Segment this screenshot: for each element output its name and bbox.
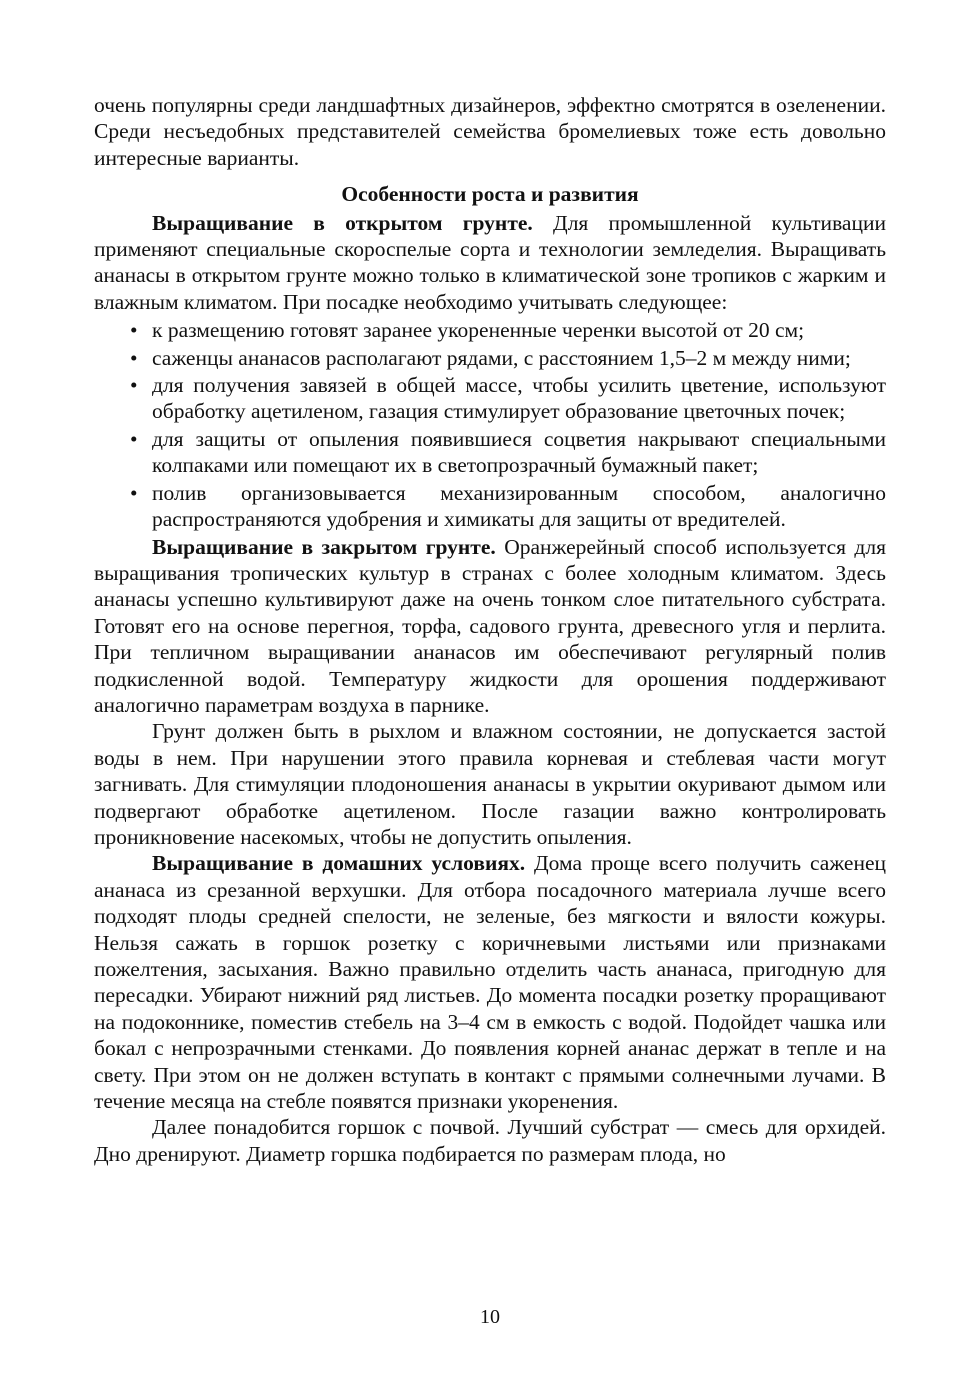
bullet-icon: • <box>130 373 138 398</box>
open-ground-list <box>94 317 886 532</box>
bullet-icon: • <box>130 480 138 505</box>
home-growing-text: Дома проще всего получить саженец ананаса из срезанной верхушки. Для отбора посадочного материала лучше всего подходят плоды средней спелости, не зеленые, без мягкости и вялости кожуры. Нельзя сажать в горшок розетку с коричневыми листьями или признаками пожелтения, засыхания. Важно правильно отделить часть ананаса, пригодную для пересадки. Убирают нижний ряд листьев. До момента посадки розетку проращивают на подоконнике, поместив стебель на 3–4 см в емкость с водой. Подойдет чашка или бокал с непрозрачными стенками. До появления корней ананас держат в тепле и на свету. При этом он не должен вступать в контакт с прямыми солнечными лучами. В течение месяца на стебле появятся признаки укоренения. <box>94 851 886 1114</box>
list-item <box>130 426 886 479</box>
list-item <box>130 345 886 371</box>
list-item-text: саженцы ананасов располагают рядами, с расстоянием 1,5–2 м между ними; <box>152 345 851 370</box>
bullet-icon: • <box>130 345 138 370</box>
final-paragraph: Далее понадобится горшок с почвой. Лучший субстрат — смесь для орхидей. Дно дренируют. Диаметр горшка подбирается по размерам плода, но <box>94 1115 886 1166</box>
page-body <box>94 92 886 1167</box>
list-item-text: к размещению готовят заранее укорененные черенки высотой от 20 см; <box>152 318 805 343</box>
open-ground-paragraph <box>94 210 886 316</box>
home-growing-paragraph <box>94 850 886 1114</box>
list-item-text: для получения завязей в общей массе, чтобы усилить цветение, используют обработку ацетиленом, газация стимулирует образование цветочных почек; <box>152 373 886 424</box>
open-ground-lead: Выращивание в открытом грунте. <box>152 210 533 235</box>
bullet-icon: • <box>130 318 138 343</box>
closed-ground-lead: Выращивание в закрытом грунте. <box>152 534 496 559</box>
page-number: 10 <box>480 1306 500 1328</box>
list-item-text: полив организовывается механизированным способом, аналогично распространяются удобрения и химикаты для защиты от вредителей. <box>152 480 886 532</box>
list-item-text: для защиты от опыления появившиеся соцветия накрывают специальными колпаками или помещают их в светопрозрачный бумажный пакет; <box>152 426 886 478</box>
soil-paragraph: Грунт должен быть в рыхлом и влажном состоянии, не допускается застой воды в нем. При нарушении этого правила корневая и стеблевая части могут загнивать. Для стимуляции плодоношения ананасы в укрытии окуривают дымом или подвергают обработке ацетиленом. После газации важно контролировать проникновение насекомых, чтобы не допустить опыления. <box>94 719 886 849</box>
list-item <box>130 480 886 533</box>
closed-ground-text: Оранжерейный способ используется для выращивания тропических культур в странах с более холодным климатом. Здесь ананасы успешно культивируют даже на очень тонком слое питательного субстрата. Готовят его на основе перегноя, торфа, садового грунта, древесного угля и перлита. При тепличном выращивании ананасов им обеспечивают регулярный полив подкисленной водой. Температуру жидкости для орошения поддерживают аналогично параметрам воздуха в парнике. <box>94 534 886 717</box>
bullet-icon: • <box>130 426 138 451</box>
closed-ground-paragraph <box>94 534 886 719</box>
list-item <box>130 372 886 425</box>
section-heading: Особенности роста и развития <box>341 182 639 207</box>
home-growing-lead: Выращивание в домашних условиях. <box>152 851 526 876</box>
intro-paragraph: очень популярны среди ландшафтных дизайнеров, эффектно смотрятся в озеленении. Среди несъедобных представителей семейства бромелиевых тоже есть довольно интересные варианты. <box>94 93 886 170</box>
open-ground-text: Для промышленной культивации применяют специальные скороспелые сорта и технологии земледелия. Выращивать ананасы в открытом грунте можно только в климатической зоне тропиков с жарким и влажным климатом. При посадке необходимо учитывать следующее: <box>94 210 886 314</box>
list-item <box>130 317 886 343</box>
